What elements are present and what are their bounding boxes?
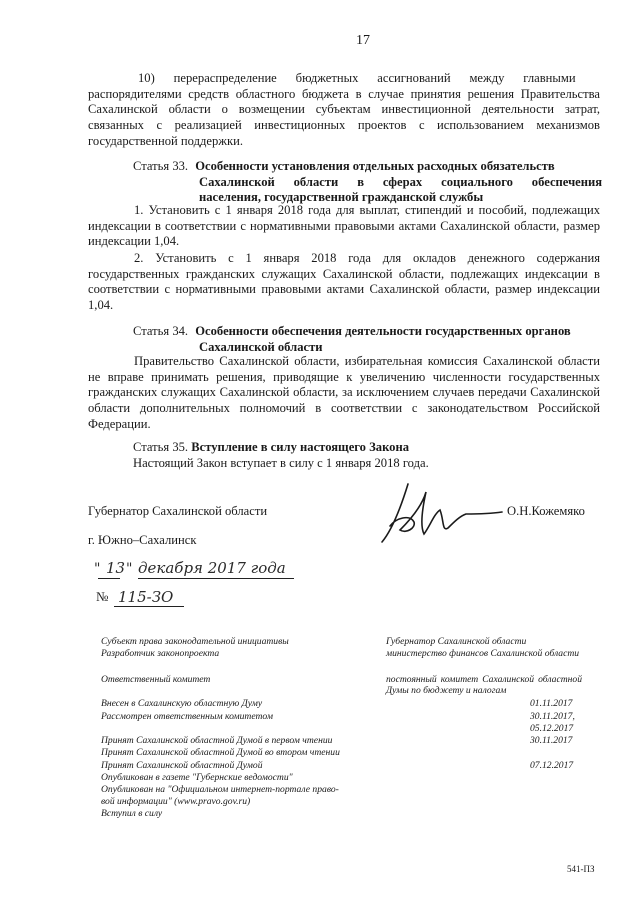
- article-33-paragraph-1: 1. Установить с 1 января 2018 года для выплат, стипендий и пособий, подлежащих индексации в соответствии с нормативными правовыми актами Сахалинской области, размер индексации 1,04.: [88, 203, 600, 249]
- article-33-title-line1: Особенности установления отдельных расходных обязательств: [195, 159, 555, 173]
- article-34-paragraph: Правительство Сахалинской области, избирательная комиссия Сахалинской области не вправе принимать решения, приводящие к увеличению численности государственных гражданских служащих Сахалинской области, за исключением случаев передачи Сахалинской области дополнительных полномочий в соответствии с законодательством Российской Федерации.: [88, 354, 600, 431]
- article-33-label: Статья 33.: [133, 159, 189, 173]
- date-day: 13: [106, 559, 126, 577]
- city: г. Южно–Сахалинск: [88, 533, 197, 547]
- info-l11-left: Вступил в силу: [101, 808, 163, 819]
- item-10-first-line: 10) перераспределение бюджетных ассигнований между главными: [138, 71, 576, 85]
- info-l10-left-b: вой информации" (www.pravo.gov.ru): [101, 796, 251, 807]
- number-label: №: [96, 589, 109, 604]
- article-34-label: Статья 34.: [133, 324, 189, 338]
- info-l1-left: Субъект права законодательной инициативы: [101, 636, 289, 647]
- info-l5-right-b: 05.12.2017: [530, 723, 574, 734]
- article-33-title-line2: Сахалинской области в сферах социального обеспечения: [199, 174, 603, 189]
- info-l1-right: Губернатор Сахалинской области: [386, 636, 527, 647]
- item-10: [88, 71, 600, 150]
- info-l7-left: Принят Сахалинской областной Думой во втором чтении: [101, 747, 340, 758]
- handwritten-signature-icon: [370, 470, 510, 550]
- article-33-paragraph-2: 2. Установить с 1 января 2018 года для окладов денежного содержания государственных гражданских служащих Сахалинской области, подлежащих индексации в соответствии с нормативными правовыми актами Сахалинской области, размер индексации 1,04.: [88, 251, 600, 313]
- date-close-quote: ": [126, 561, 133, 577]
- article-34-title-line1: Особенности обеспечения деятельности государственных органов: [195, 324, 571, 338]
- info-l3-right: постоянный комитет Сахалинской областной Думы по бюджету и налогам: [386, 674, 582, 697]
- page-number: 17: [356, 33, 370, 48]
- article-34-heading: [133, 324, 603, 355]
- info-l6-left: Принят Сахалинской областной Думой в первом чтении: [101, 735, 333, 746]
- info-l8-right: 07.12.2017: [530, 760, 574, 771]
- date-open-quote: ": [94, 561, 101, 577]
- article-35-paragraph: Настоящий Закон вступает в силу с 1 января 2018 года.: [133, 456, 429, 470]
- info-l2-left: Разработчик законопроекта: [101, 648, 220, 659]
- number-value: 115-ЗО: [118, 588, 174, 606]
- info-l4-right: 01.11.2017: [530, 698, 573, 709]
- article-35-heading: [133, 440, 603, 456]
- document-code: 541-ПЗ: [567, 864, 595, 874]
- governor-name: О.Н.Кожемяко: [507, 504, 585, 518]
- info-l6-right: 30.11.2017: [530, 735, 573, 746]
- info-l5-right-a: 30.11.2017,: [530, 711, 575, 722]
- info-l4-left: Внесен в Сахалинскую областную Думу: [101, 698, 263, 709]
- article-33-heading: [133, 159, 603, 206]
- article-34-title-line2: Сахалинской области: [199, 339, 323, 354]
- info-l5-left: Рассмотрен ответственным комитетом: [101, 711, 273, 722]
- article-33-title-line3: населения, государственной гражданской службы: [199, 190, 484, 205]
- article-35-label: Статья 35.: [133, 440, 189, 454]
- info-l2-right: министерство финансов Сахалинской области: [386, 648, 580, 659]
- governor-position: Губернатор Сахалинской области: [88, 504, 268, 518]
- date-month-year: декабря 2017 года: [138, 559, 286, 577]
- info-l9-left: Опубликован в газете "Губернские ведомости": [101, 772, 293, 783]
- info-l8-left: Принят Сахалинской областной Думой: [101, 760, 263, 771]
- article-35-title: Вступление в силу настоящего Закона: [191, 440, 410, 454]
- item-10-body: распорядителями средств областного бюджета в случае принятия решения Правительства Сахалинской области о возмещении субъектам инвестиционной деятельности затрат, связанных с реализацией инвестиционных проектов с использованием механизмов государственной поддержки.: [88, 86, 600, 148]
- info-l10-left-a: Опубликован на "Официальном интернет-портале право-: [101, 784, 339, 795]
- info-l3-left: Ответственный комитет: [101, 674, 211, 685]
